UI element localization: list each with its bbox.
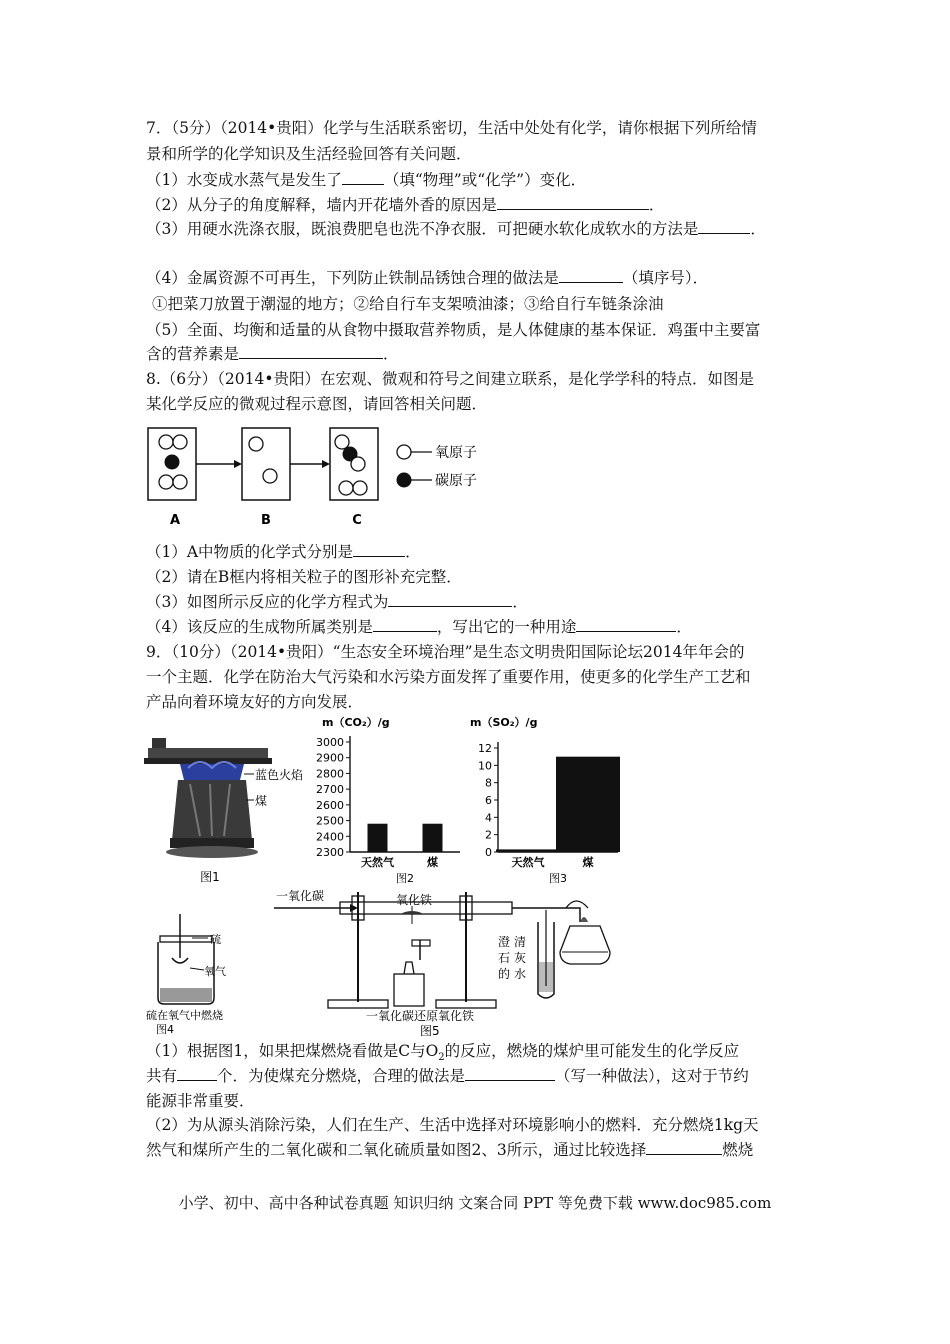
box-a-label: A <box>169 513 181 528</box>
oxygen-atom <box>335 435 349 449</box>
text: （3）如图所示反应的化学方程式为 <box>146 593 389 611</box>
text: 含的营养素是 <box>146 345 240 363</box>
alcohol-burner <box>560 926 610 964</box>
text: 然气和煤所产生的二氧化碳和二氧化硫质量如图2、3所示，通过比较选择 <box>146 1141 647 1159</box>
answer-blank[interactable] <box>646 1140 722 1155</box>
y-tick-label: 6 <box>485 794 492 807</box>
y-tick-label: 2400 <box>316 830 344 844</box>
label-sulfur: 硫 <box>210 933 221 946</box>
answer-blank[interactable] <box>177 1066 217 1081</box>
oxygen-atom <box>249 437 263 451</box>
arrow-icon <box>350 904 358 912</box>
molecular-diagram <box>140 420 500 532</box>
answer-blank[interactable] <box>373 617 437 632</box>
bar <box>556 757 620 852</box>
y-tick-label: 4 <box>485 811 492 825</box>
q8-part1 <box>146 542 421 562</box>
label-limewater: 的 <box>498 967 511 981</box>
label-coal: 煤 <box>255 794 268 808</box>
q8-part2: （2）请在B框内将相关粒子的图形补充完整． <box>146 568 462 586</box>
figure-1-coal-stove <box>140 728 310 888</box>
q7-line1: 7．（5分）（2014•贵阳）化学与生活联系密切，生活中处处有化学，请你根据下列所给情 <box>146 119 757 137</box>
figure-4-sulfur-burning <box>146 912 276 1036</box>
legend-carbon-icon <box>397 473 412 488</box>
text: （2）从分子的角度解释，墙内开花墙外香的原因是 <box>146 196 497 214</box>
oxygen-atom <box>263 469 277 483</box>
legend-oxygen-icon <box>397 445 411 459</box>
figure-2-co2-chart <box>310 714 470 886</box>
figure-1-caption: 图1 <box>200 870 220 884</box>
label-limewater: 澄 <box>498 935 511 949</box>
y-tick-label: 3000 <box>316 736 344 749</box>
q8-line1: 8.（6分）（2014•贵阳）在宏观、微观和符号之间建立联系，是化学学科的特点．如图是 <box>146 370 754 388</box>
text: ． <box>648 196 665 214</box>
answer-blank[interactable] <box>239 344 383 359</box>
text: ． <box>383 345 399 363</box>
q7-part5-cont <box>146 344 399 364</box>
text: （1）根据图1，如果把煤燃烧看做是C与O <box>146 1042 439 1060</box>
oxygen-atom <box>159 475 173 489</box>
text: （3）用硬水洗涤衣服，既浪费肥皂也洗不净衣服．可把硬水软化成软水的方法是 <box>146 220 699 238</box>
spoon-icon <box>172 958 188 963</box>
arrow-icon <box>322 460 330 468</box>
figure-4-caption: 图4 <box>156 1023 174 1036</box>
answer-blank[interactable] <box>559 268 623 283</box>
text: （写一种做法），这对于节约 <box>555 1067 749 1085</box>
text: （填“物理”或“化学”）变化． <box>383 171 587 189</box>
box-b <box>242 428 290 500</box>
q9-part1 <box>146 1041 739 1068</box>
figure-3-so2-chart <box>470 714 628 886</box>
figure-4-title: 硫在氧气中燃烧 <box>146 1009 223 1022</box>
carbon-atom <box>165 455 180 470</box>
box-b-label: B <box>261 513 271 528</box>
figure-5-caption: 图5 <box>420 1024 440 1038</box>
y-axis-label: m（CO₂）/g <box>322 716 390 729</box>
x-tick-label: 煤 <box>582 856 594 869</box>
y-tick-label: 12 <box>478 742 492 755</box>
oxygen-atom <box>351 457 365 471</box>
legend-oxygen-label: 氧原子 <box>435 445 477 461</box>
box-c-label: C <box>352 513 362 528</box>
q7-part2 <box>146 195 664 215</box>
q9-line1: 9．（10分）（2014•贵阳）“生态安全环境治理”是生态文明贵阳国际论坛2014年年会的 <box>146 643 745 661</box>
text: （4）金属资源不可再生，下列防止铁制品锈蚀合理的做法是 <box>146 269 559 287</box>
label-blue-flame: 蓝色火焰 <box>255 768 304 782</box>
text: （填序号）． <box>622 269 709 287</box>
y-tick-label: 2500 <box>316 814 344 828</box>
q9-part1-end: 能源非常重要． <box>146 1092 255 1110</box>
x-tick-label: 天然气 <box>511 856 545 869</box>
y-tick-label: 2900 <box>316 751 344 765</box>
q8-part3 <box>146 592 528 612</box>
chart-caption: 图3 <box>549 872 567 885</box>
y-tick-label: 10 <box>478 759 492 773</box>
answer-blank[interactable] <box>698 219 750 234</box>
y-tick-label: 2600 <box>316 798 344 812</box>
text: ． <box>750 220 766 238</box>
answer-blank[interactable] <box>388 592 512 607</box>
y-axis-label: m（SO₂）/g <box>470 716 538 729</box>
q8-part4 <box>146 617 692 637</box>
q7-part1 <box>146 170 586 190</box>
label-limewater: 石 <box>498 951 511 965</box>
bar <box>368 824 388 852</box>
figure-5-co-reduction-apparatus <box>270 882 615 1038</box>
text: ，写出它的一种用途 <box>436 618 577 636</box>
text: （1）A中物质的化学式分别是 <box>146 543 354 561</box>
text: 燃烧 <box>722 1141 754 1159</box>
y-tick-label: 2700 <box>316 783 344 797</box>
subscript: 2 <box>438 1052 445 1064</box>
arrow-icon <box>234 460 242 468</box>
q9-part2-cont <box>146 1140 753 1160</box>
label-carbon-monoxide: 一氧化碳 <box>276 889 325 903</box>
y-tick-label: 8 <box>485 776 492 790</box>
text: （4）该反应的生成物所属类别是 <box>146 618 373 636</box>
q8-line2: 某化学反应的微观过程示意图，请回答相关问题． <box>146 395 488 413</box>
text: 个．为使煤充分燃烧，合理的做法是 <box>217 1067 466 1085</box>
figure-5-title: 一氧化碳还原氧化铁 <box>366 1009 475 1023</box>
answer-blank[interactable] <box>576 617 676 632</box>
label-iron-oxide: 氧化铁 <box>396 893 433 907</box>
text: ． <box>676 618 692 636</box>
bar <box>496 849 560 852</box>
oxygen-atom <box>159 435 173 449</box>
text: 的反应，燃烧的煤炉里可能发生的化学反应 <box>444 1042 740 1060</box>
oxygen-atom <box>173 435 187 449</box>
text: （1）水变成水蒸气是发生了 <box>146 171 342 189</box>
q7-part3 <box>146 219 766 239</box>
y-tick-label: 2 <box>485 828 492 842</box>
q9-part2: （2）为从源头消除污染，人们在生产、生活中选择对环境影响小的燃料．充分燃烧1kg天 <box>146 1116 759 1134</box>
q7-part4 <box>146 268 708 288</box>
x-tick-label: 煤 <box>427 856 438 869</box>
bar <box>423 824 443 852</box>
q7-part5: （5）全面、均衡和适量的从食物中摄取营养物质，是人体健康的基本保证．鸡蛋中主要富 <box>146 321 761 339</box>
chart-caption: 图2 <box>396 872 414 885</box>
oxygen-atom <box>173 475 187 489</box>
label-oxygen: 氧气 <box>204 965 226 978</box>
y-tick-label: 0 <box>485 846 492 859</box>
label-limewater: 灰 <box>514 951 527 965</box>
answer-blank[interactable] <box>465 1066 555 1081</box>
answer-blank[interactable] <box>342 170 384 185</box>
q7-options: ①把菜刀放置于潮湿的地方；②给自行车支架喷油漆；③给自行车链条涂油 <box>152 295 664 313</box>
page-footer: 小学、初中、高中各种试卷真题 知识归纳 文案合同 PPT 等免费下载 www.doc985.com <box>178 1194 772 1212</box>
alcohol-lamp <box>394 974 424 1006</box>
label-limewater: 水 <box>514 967 527 981</box>
answer-blank[interactable] <box>353 542 405 557</box>
x-tick-label: 天然气 <box>361 856 394 869</box>
answer-blank[interactable] <box>497 195 649 210</box>
q9-line3: 产品向着环境友好的方向发展． <box>146 693 364 711</box>
label-limewater: 清 <box>514 935 527 949</box>
text: 共有 <box>146 1067 178 1085</box>
q9-part1-cont <box>146 1066 749 1086</box>
oxygen-atom <box>353 481 367 495</box>
legend-carbon-label: 碳原子 <box>435 473 477 489</box>
y-tick-label: 2800 <box>316 767 344 781</box>
y-tick-label: 2300 <box>316 846 344 859</box>
oxygen-atom <box>339 481 353 495</box>
text: ． <box>405 543 421 561</box>
q9-line2: 一个主题．化学在防治大气污染和水污染方面发挥了重要作用，使更多的化学生产工艺和 <box>146 668 751 686</box>
q7-line2: 景和所学的化学知识及生活经验回答有关问题． <box>146 145 472 163</box>
text: ． <box>512 593 528 611</box>
